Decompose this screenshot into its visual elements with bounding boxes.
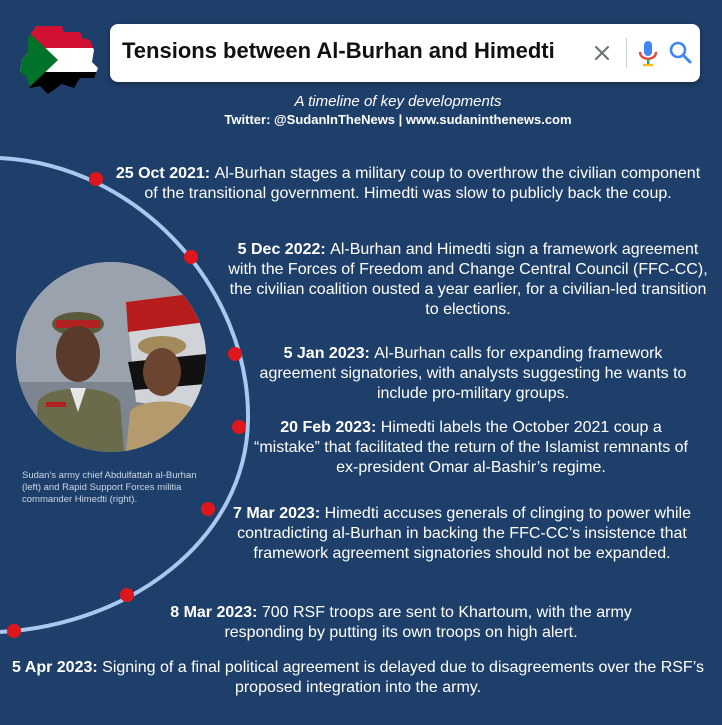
timeline-marker [89,172,103,186]
timeline-event [108,164,708,204]
event-date: 8 Mar 2023: [170,604,262,621]
close-icon[interactable] [586,37,618,69]
search-icon[interactable] [664,36,698,70]
event-text: 700 RSF troops are sent to Khartoum, with the army responding by putting its own troops on high alert. [224,604,632,641]
timeline-marker [232,420,246,434]
event-date: 7 Mar 2023: [232,505,325,522]
event-text: Himedti accuses generals of clinging to power while contradicting al-Burhan in backing the FFC-CC’s insistence that framework agreement signatories should not be expanded. [237,505,691,562]
timeline-event [212,504,712,564]
event-date: 5 Dec 2022: [237,241,331,258]
portrait-photo [16,262,206,452]
search-divider [626,38,627,68]
timeline-marker [120,588,134,602]
timeline-marker [228,347,242,361]
event-date: 5 Jan 2023: [283,345,375,362]
timeline-event [136,603,666,643]
subtitle: A timeline of key developments [294,93,502,110]
timeline-marker [184,250,198,264]
search-bar[interactable] [110,24,700,82]
event-date: 25 Oct 2021: [115,165,215,182]
event-text: Al-Burhan calls for expanding framework agreement signatories, with analysts suggesting he wants to include pro-military groups. [259,345,687,402]
timeline-marker [7,624,21,638]
event-text: Himedti labels the October 2021 coup a “mistake” that facilitated the return of the Islamist remnants of ex-president Omar al-Bashir’s regime. [254,419,688,476]
event-text: Al-Burhan stages a military coup to overthrow the civilian component of the transitional government. Himedti was slow to publicly back the coup. [144,165,701,202]
event-date: 20 Feb 2023: [280,419,381,436]
event-text: Al-Burhan and Himedti sign a framework agreement with the Forces of Freedom and Change Central Council (FFC-CC), the civilian coalition ousted a year earlier, for a civilian-led transition to elections. [228,241,708,318]
microphone-icon[interactable] [630,35,666,71]
timeline-event [246,418,696,478]
timeline-event [248,344,698,404]
event-date: 5 Apr 2023: [12,659,103,676]
photo-caption: Sudan's army chief Abdulfattah al-Burhan (left) and Rapid Support Forces militia commander Himedti (right). [22,470,197,505]
event-text: Signing of a final political agreement is delayed due to disagreements over the RSF’s proposed integration into the army. [102,659,704,696]
sudan-flag-logo [18,22,100,98]
source-line: Twitter: @SudanInTheNews | www.sudaninthenews.com [224,112,572,127]
search-query-text[interactable]: Tensions between Al-Burhan and Himedti [122,38,555,63]
timeline-event [8,658,708,698]
timeline-event [228,240,708,320]
